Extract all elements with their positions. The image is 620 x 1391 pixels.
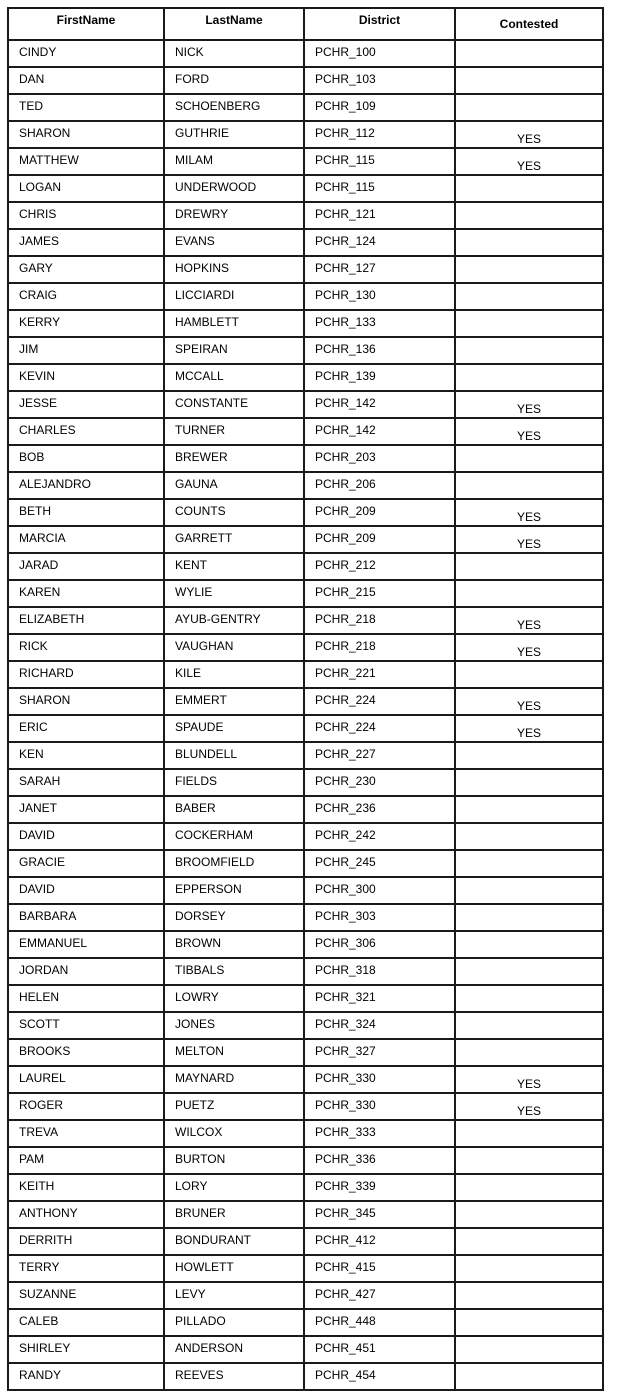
cell-last-name: TURNER	[164, 418, 304, 445]
cell-district: PCHR_224	[304, 715, 455, 742]
cell-first-name: ALEJANDRO	[8, 472, 164, 499]
cell-contested: YES	[455, 1093, 603, 1120]
cell-first-name: BOB	[8, 445, 164, 472]
table-row	[8, 688, 603, 715]
cell-last-name: VAUGHAN	[164, 634, 304, 661]
cell-contested	[455, 1120, 603, 1147]
cell-contested	[455, 1309, 603, 1336]
table-row	[8, 1282, 603, 1309]
cell-contested: YES	[455, 1066, 603, 1093]
cell-last-name: EMMERT	[164, 688, 304, 715]
cell-district: PCHR_330	[304, 1093, 455, 1120]
cell-first-name: PAM	[8, 1147, 164, 1174]
table-row	[8, 202, 603, 229]
cell-district: PCHR_130	[304, 283, 455, 310]
cell-contested	[455, 256, 603, 283]
cell-last-name: WILCOX	[164, 1120, 304, 1147]
table-row	[8, 769, 603, 796]
cell-district: PCHR_245	[304, 850, 455, 877]
table-row	[8, 1174, 603, 1201]
cell-district: PCHR_139	[304, 364, 455, 391]
cell-contested	[455, 958, 603, 985]
cell-last-name: GUTHRIE	[164, 121, 304, 148]
cell-contested	[455, 661, 603, 688]
cell-first-name: KEITH	[8, 1174, 164, 1201]
table-row	[8, 310, 603, 337]
column-header-district: District	[304, 8, 455, 40]
column-header-contested: Contested	[455, 8, 603, 40]
cell-last-name: LEVY	[164, 1282, 304, 1309]
table-row	[8, 1336, 603, 1363]
cell-last-name: KILE	[164, 661, 304, 688]
table-row	[8, 958, 603, 985]
cell-district: PCHR_333	[304, 1120, 455, 1147]
cell-contested	[455, 769, 603, 796]
cell-district: PCHR_218	[304, 607, 455, 634]
table-row	[8, 148, 603, 175]
cell-first-name: GRACIE	[8, 850, 164, 877]
table-row	[8, 1363, 603, 1390]
cell-contested	[455, 985, 603, 1012]
cell-district: PCHR_209	[304, 499, 455, 526]
table-row	[8, 1228, 603, 1255]
table-row	[8, 877, 603, 904]
cell-district: PCHR_115	[304, 148, 455, 175]
cell-district: PCHR_242	[304, 823, 455, 850]
table-row	[8, 904, 603, 931]
cell-district: PCHR_136	[304, 337, 455, 364]
cell-last-name: COCKERHAM	[164, 823, 304, 850]
cell-contested	[455, 175, 603, 202]
cell-last-name: FORD	[164, 67, 304, 94]
table-row	[8, 1012, 603, 1039]
cell-last-name: BONDURANT	[164, 1228, 304, 1255]
table-row	[8, 715, 603, 742]
column-header-last-name: LastName	[164, 8, 304, 40]
cell-contested	[455, 931, 603, 958]
cell-first-name: ROGER	[8, 1093, 164, 1120]
cell-last-name: HOWLETT	[164, 1255, 304, 1282]
cell-contested	[455, 1363, 603, 1390]
cell-district: PCHR_300	[304, 877, 455, 904]
cell-district: PCHR_415	[304, 1255, 455, 1282]
cell-district: PCHR_230	[304, 769, 455, 796]
cell-last-name: JONES	[164, 1012, 304, 1039]
table-row	[8, 364, 603, 391]
cell-last-name: NICK	[164, 40, 304, 67]
cell-district: PCHR_103	[304, 67, 455, 94]
table-row	[8, 742, 603, 769]
cell-district: PCHR_221	[304, 661, 455, 688]
cell-contested	[455, 202, 603, 229]
cell-last-name: GARRETT	[164, 526, 304, 553]
cell-last-name: BLUNDELL	[164, 742, 304, 769]
table-row	[8, 256, 603, 283]
cell-first-name: ERIC	[8, 715, 164, 742]
cell-contested	[455, 742, 603, 769]
cell-last-name: CONSTANTE	[164, 391, 304, 418]
cell-last-name: DORSEY	[164, 904, 304, 931]
cell-last-name: BROWN	[164, 931, 304, 958]
cell-last-name: PUETZ	[164, 1093, 304, 1120]
cell-first-name: TREVA	[8, 1120, 164, 1147]
cell-first-name: KAREN	[8, 580, 164, 607]
table-row	[8, 823, 603, 850]
table-row	[8, 1309, 603, 1336]
cell-district: PCHR_236	[304, 796, 455, 823]
cell-contested	[455, 364, 603, 391]
cell-first-name: KEN	[8, 742, 164, 769]
cell-first-name: RANDY	[8, 1363, 164, 1390]
cell-contested	[455, 1228, 603, 1255]
table-row	[8, 1066, 603, 1093]
cell-first-name: DERRITH	[8, 1228, 164, 1255]
cell-district: PCHR_127	[304, 256, 455, 283]
cell-first-name: DAN	[8, 67, 164, 94]
cell-first-name: ANTHONY	[8, 1201, 164, 1228]
cell-first-name: ELIZABETH	[8, 607, 164, 634]
cell-first-name: SHARON	[8, 121, 164, 148]
cell-first-name: DAVID	[8, 877, 164, 904]
cell-first-name: RICHARD	[8, 661, 164, 688]
table-row	[8, 553, 603, 580]
cell-district: PCHR_321	[304, 985, 455, 1012]
cell-district: PCHR_224	[304, 688, 455, 715]
cell-contested	[455, 283, 603, 310]
cell-first-name: SHIRLEY	[8, 1336, 164, 1363]
table-row	[8, 418, 603, 445]
cell-contested: YES	[455, 715, 603, 742]
cell-last-name: MELTON	[164, 1039, 304, 1066]
table-row	[8, 1201, 603, 1228]
cell-district: PCHR_324	[304, 1012, 455, 1039]
cell-contested	[455, 580, 603, 607]
cell-last-name: SCHOENBERG	[164, 94, 304, 121]
cell-last-name: GAUNA	[164, 472, 304, 499]
cell-district: PCHR_112	[304, 121, 455, 148]
table-row	[8, 229, 603, 256]
cell-contested	[455, 796, 603, 823]
header-row	[8, 8, 603, 40]
cell-first-name: TED	[8, 94, 164, 121]
cell-district: PCHR_448	[304, 1309, 455, 1336]
cell-district: PCHR_427	[304, 1282, 455, 1309]
cell-district: PCHR_115	[304, 175, 455, 202]
cell-district: PCHR_336	[304, 1147, 455, 1174]
cell-district: PCHR_327	[304, 1039, 455, 1066]
table-row	[8, 607, 603, 634]
column-header-first-name: FirstName	[8, 8, 164, 40]
cell-first-name: BARBARA	[8, 904, 164, 931]
cell-district: PCHR_203	[304, 445, 455, 472]
cell-first-name: LAUREL	[8, 1066, 164, 1093]
cell-last-name: PILLADO	[164, 1309, 304, 1336]
cell-contested: YES	[455, 526, 603, 553]
cell-first-name: SHARON	[8, 688, 164, 715]
cell-contested	[455, 1336, 603, 1363]
table-row	[8, 850, 603, 877]
cell-first-name: MATTHEW	[8, 148, 164, 175]
cell-first-name: LOGAN	[8, 175, 164, 202]
table-row	[8, 796, 603, 823]
table-row	[8, 985, 603, 1012]
cell-contested: YES	[455, 148, 603, 175]
table-row	[8, 445, 603, 472]
cell-contested	[455, 1201, 603, 1228]
table-row	[8, 40, 603, 67]
table-row	[8, 67, 603, 94]
cell-last-name: DREWRY	[164, 202, 304, 229]
table-row	[8, 580, 603, 607]
table-row	[8, 121, 603, 148]
cell-last-name: KENT	[164, 553, 304, 580]
cell-district: PCHR_142	[304, 418, 455, 445]
cell-district: PCHR_215	[304, 580, 455, 607]
cell-district: PCHR_206	[304, 472, 455, 499]
cell-district: PCHR_227	[304, 742, 455, 769]
table-row	[8, 472, 603, 499]
cell-last-name: LICCIARDI	[164, 283, 304, 310]
cell-last-name: MCCALL	[164, 364, 304, 391]
cell-first-name: MARCIA	[8, 526, 164, 553]
cell-contested	[455, 40, 603, 67]
cell-first-name: JARAD	[8, 553, 164, 580]
table-row	[8, 1039, 603, 1066]
cell-district: PCHR_142	[304, 391, 455, 418]
cell-first-name: TERRY	[8, 1255, 164, 1282]
cell-first-name: JESSE	[8, 391, 164, 418]
table-row	[8, 1120, 603, 1147]
cell-last-name: BURTON	[164, 1147, 304, 1174]
table-row	[8, 1255, 603, 1282]
cell-contested	[455, 472, 603, 499]
cell-contested	[455, 553, 603, 580]
cell-contested: YES	[455, 391, 603, 418]
cell-contested	[455, 823, 603, 850]
cell-contested	[455, 1012, 603, 1039]
cell-first-name: KEVIN	[8, 364, 164, 391]
cell-district: PCHR_124	[304, 229, 455, 256]
cell-district: PCHR_212	[304, 553, 455, 580]
cell-district: PCHR_318	[304, 958, 455, 985]
cell-contested: YES	[455, 607, 603, 634]
cell-contested	[455, 877, 603, 904]
cell-first-name: CRAIG	[8, 283, 164, 310]
cell-last-name: SPEIRAN	[164, 337, 304, 364]
cell-first-name: SARAH	[8, 769, 164, 796]
cell-contested	[455, 67, 603, 94]
cell-contested	[455, 445, 603, 472]
cell-first-name: HELEN	[8, 985, 164, 1012]
cell-first-name: BETH	[8, 499, 164, 526]
cell-first-name: SUZANNE	[8, 1282, 164, 1309]
cell-contested	[455, 1255, 603, 1282]
cell-last-name: EPPERSON	[164, 877, 304, 904]
cell-last-name: WYLIE	[164, 580, 304, 607]
cell-last-name: REEVES	[164, 1363, 304, 1390]
table-row	[8, 526, 603, 553]
table-row	[8, 337, 603, 364]
cell-last-name: AYUB-GENTRY	[164, 607, 304, 634]
cell-contested	[455, 1174, 603, 1201]
cell-district: PCHR_454	[304, 1363, 455, 1390]
cell-district: PCHR_330	[304, 1066, 455, 1093]
table-header	[8, 8, 603, 40]
cell-last-name: BABER	[164, 796, 304, 823]
cell-last-name: BREWER	[164, 445, 304, 472]
cell-first-name: CINDY	[8, 40, 164, 67]
table-row	[8, 175, 603, 202]
cell-contested: YES	[455, 121, 603, 148]
cell-contested	[455, 904, 603, 931]
table-row	[8, 94, 603, 121]
cell-contested: YES	[455, 499, 603, 526]
cell-first-name: CHARLES	[8, 418, 164, 445]
cell-district: PCHR_306	[304, 931, 455, 958]
cell-first-name: JAMES	[8, 229, 164, 256]
cell-last-name: EVANS	[164, 229, 304, 256]
cell-contested	[455, 1282, 603, 1309]
table-row	[8, 931, 603, 958]
cell-last-name: BROOMFIELD	[164, 850, 304, 877]
cell-district: PCHR_121	[304, 202, 455, 229]
table-row	[8, 283, 603, 310]
cell-last-name: LOWRY	[164, 985, 304, 1012]
cell-district: PCHR_339	[304, 1174, 455, 1201]
cell-first-name: CHRIS	[8, 202, 164, 229]
cell-district: PCHR_133	[304, 310, 455, 337]
candidates-table	[7, 7, 604, 1391]
cell-last-name: HAMBLETT	[164, 310, 304, 337]
cell-first-name: BROOKS	[8, 1039, 164, 1066]
cell-district: PCHR_109	[304, 94, 455, 121]
cell-first-name: JANET	[8, 796, 164, 823]
table-row	[8, 661, 603, 688]
cell-last-name: LORY	[164, 1174, 304, 1201]
cell-first-name: EMMANUEL	[8, 931, 164, 958]
cell-contested: YES	[455, 688, 603, 715]
cell-contested	[455, 94, 603, 121]
cell-first-name: JIM	[8, 337, 164, 364]
cell-district: PCHR_218	[304, 634, 455, 661]
cell-last-name: SPAUDE	[164, 715, 304, 742]
table-row	[8, 499, 603, 526]
cell-last-name: COUNTS	[164, 499, 304, 526]
cell-contested: YES	[455, 634, 603, 661]
cell-contested	[455, 1147, 603, 1174]
cell-last-name: FIELDS	[164, 769, 304, 796]
cell-contested	[455, 850, 603, 877]
table-body	[8, 40, 603, 1390]
cell-last-name: ANDERSON	[164, 1336, 304, 1363]
cell-first-name: DAVID	[8, 823, 164, 850]
cell-contested	[455, 337, 603, 364]
cell-district: PCHR_451	[304, 1336, 455, 1363]
cell-first-name: CALEB	[8, 1309, 164, 1336]
cell-district: PCHR_209	[304, 526, 455, 553]
cell-last-name: HOPKINS	[164, 256, 304, 283]
table-row	[8, 1093, 603, 1120]
cell-district: PCHR_303	[304, 904, 455, 931]
cell-contested	[455, 310, 603, 337]
cell-last-name: UNDERWOOD	[164, 175, 304, 202]
cell-first-name: JORDAN	[8, 958, 164, 985]
cell-first-name: GARY	[8, 256, 164, 283]
table-row	[8, 634, 603, 661]
cell-contested: YES	[455, 418, 603, 445]
cell-contested	[455, 1039, 603, 1066]
cell-contested	[455, 229, 603, 256]
cell-first-name: KERRY	[8, 310, 164, 337]
cell-district: PCHR_345	[304, 1201, 455, 1228]
table-row	[8, 1147, 603, 1174]
cell-last-name: MAYNARD	[164, 1066, 304, 1093]
cell-last-name: MILAM	[164, 148, 304, 175]
cell-last-name: BRUNER	[164, 1201, 304, 1228]
cell-first-name: RICK	[8, 634, 164, 661]
cell-district: PCHR_412	[304, 1228, 455, 1255]
cell-last-name: TIBBALS	[164, 958, 304, 985]
cell-first-name: SCOTT	[8, 1012, 164, 1039]
table-row	[8, 391, 603, 418]
cell-district: PCHR_100	[304, 40, 455, 67]
